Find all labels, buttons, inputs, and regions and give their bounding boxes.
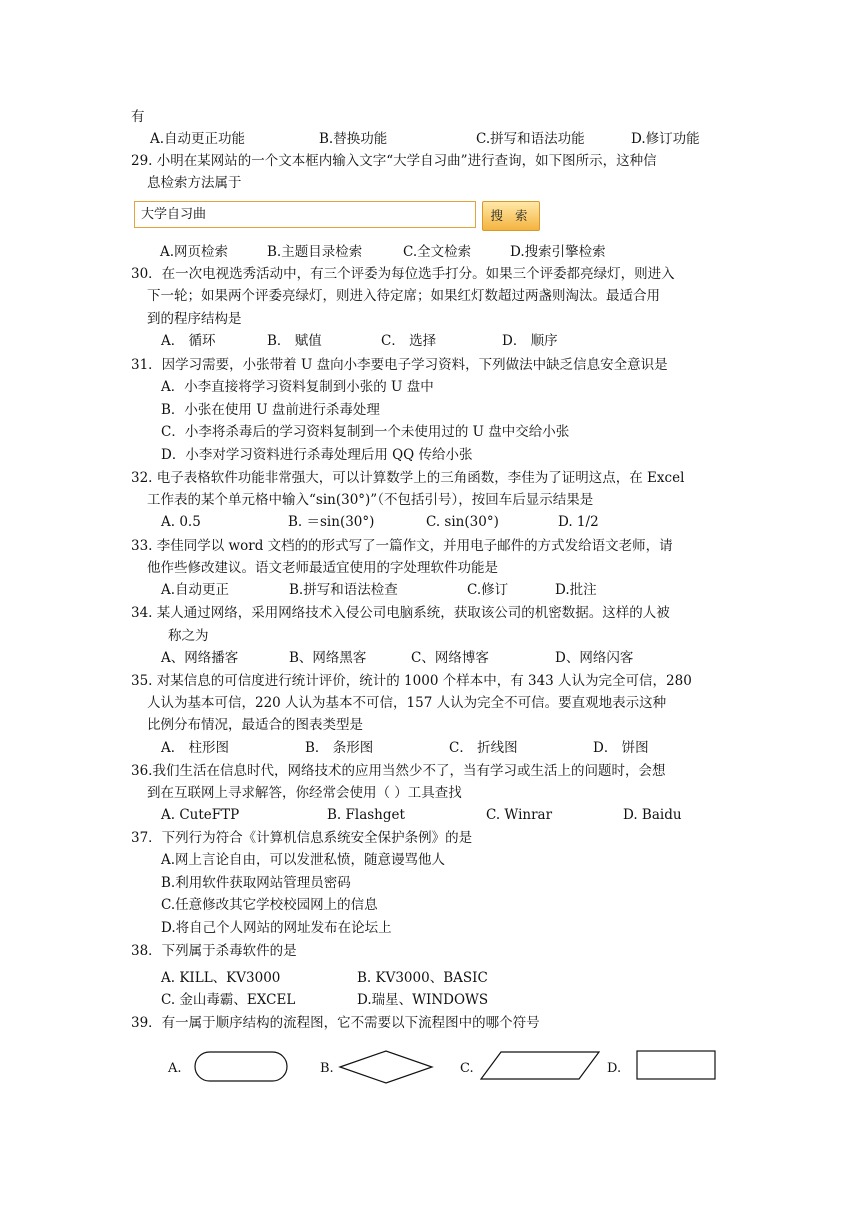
q37-stem-line1: 37．下列行为符合《计算机信息系统安全保护条例》的是 bbox=[131, 830, 473, 846]
q39-stem-line1: 39．有一属于顺序结构的流程图，它不需要以下流程图中的哪个符号 bbox=[131, 1015, 540, 1031]
q30-stem-line3: 到的程序结构是 bbox=[147, 311, 242, 327]
q30-option-c: C． 选择 bbox=[381, 333, 437, 349]
q37-option-a: A.网上言论自由，可以发泄私愤，随意谩骂他人 bbox=[161, 852, 446, 868]
q36-stem-line1: 36.我们生活在信息时代，网络技术的应用当然少不了，当有学习或生活上的问题时，会想 bbox=[131, 763, 666, 779]
data-io-symbol bbox=[481, 1052, 599, 1079]
q28-tail: 有 bbox=[131, 109, 145, 125]
q39-label-d: D. bbox=[607, 1061, 622, 1076]
q31-option-c: C．小李将杀毒后的学习资料复制到一个未使用过的 U 盘中交给小张 bbox=[161, 424, 570, 440]
q34-stem-line1: 34. 某人通过网络，采用网络技术入侵公司电脑系统，获取该公司的机密数据。这样的人被 bbox=[131, 605, 670, 621]
q36-option-d: D. Baidu bbox=[623, 807, 682, 823]
q36-option-b: B. Flashget bbox=[327, 807, 405, 823]
q32-stem-line2: 工作表的某个单元格中输入“sin(30°)”（不包括引号），按回车后显示结果是 bbox=[147, 492, 594, 508]
q36-option-c: C. Winrar bbox=[486, 807, 553, 823]
q37-option-d: D.将自己个人网站的网址发布在论坛上 bbox=[161, 920, 392, 936]
q30-option-a: A． 循环 bbox=[161, 333, 216, 349]
q29-stem-line2: 息检索方法属于 bbox=[147, 175, 242, 191]
q29-option-c: C.全文检索 bbox=[403, 244, 472, 260]
q39-label-c: C. bbox=[460, 1061, 474, 1076]
flowchart-symbols bbox=[0, 1040, 860, 1090]
q33-stem-line1: 33. 李佳同学以 word 文档的的形式写了一篇作文，并用电子邮件的方式发给语文老师，请 bbox=[131, 538, 673, 554]
q39-label-a: A. bbox=[168, 1061, 182, 1076]
q31-stem-line1: 31．因学习需要，小张带着 U 盘向小李要电子学习资料，下列做法中缺乏信息安全意识是 bbox=[131, 357, 668, 373]
q38-stem-line1: 38．下列属于杀毒软件的是 bbox=[131, 943, 297, 959]
search-button[interactable]: 搜 索 bbox=[482, 201, 540, 231]
q37-option-b: B.利用软件获取网站管理员密码 bbox=[161, 875, 351, 891]
q32-option-c: C. sin(30°) bbox=[426, 514, 499, 530]
q28-option-a: A.自动更正功能 bbox=[150, 131, 246, 147]
q31-option-a: A．小李直接将学习资料复制到小张的 U 盘中 bbox=[161, 379, 434, 395]
q37-option-c: C.任意修改其它学校校园网上的信息 bbox=[161, 897, 378, 913]
q30-option-b: B． 赋值 bbox=[267, 333, 322, 349]
q35-option-a: A． 柱形图 bbox=[161, 740, 230, 756]
q34-option-d: D、网络闪客 bbox=[555, 650, 634, 666]
q38-option-a: A. KILL、KV3000 bbox=[161, 970, 281, 986]
q36-option-a: A. CuteFTP bbox=[161, 807, 240, 823]
q36-stem-line2: 到在互联网上寻求解答，你经常会使用（ ）工具查找 bbox=[147, 785, 462, 801]
q34-option-b: B、网络黑客 bbox=[289, 650, 367, 666]
q35-stem-line1: 35. 对某信息的可信度进行统计评价，统计的 1000 个样本中，有 343 人认为完全可信，280 bbox=[131, 673, 692, 689]
q31-option-d: D．小李对学习资料进行杀毒处理后用 QQ 传给小张 bbox=[161, 447, 473, 463]
q35-option-d: D． 饼图 bbox=[593, 740, 649, 756]
q30-option-d: D． 顺序 bbox=[502, 333, 558, 349]
q32-stem-line1: 32. 电子表格软件功能非常强大，可以计算数学上的三角函数，李佳为了证明这点，在 Excel bbox=[131, 470, 685, 486]
q34-option-a: A、网络播客 bbox=[161, 650, 239, 666]
q34-option-c: C、网络博客 bbox=[411, 650, 489, 666]
process-symbol bbox=[637, 1051, 715, 1079]
q34-stem-line2: 称之为 bbox=[168, 628, 209, 644]
q29-stem-line1: 29. 小明在某网站的一个文本框内输入文字“大学自习曲”进行查询，如下图所示，这种信 bbox=[131, 153, 657, 169]
q33-option-c: C.修订 bbox=[467, 582, 509, 598]
q31-option-b: B．小张在使用 U 盘前进行杀毒处理 bbox=[161, 402, 380, 418]
q35-option-c: C． 折线图 bbox=[449, 740, 518, 756]
q35-option-b: B． 条形图 bbox=[305, 740, 374, 756]
q32-option-b: B. ＝sin(30°) bbox=[288, 514, 375, 530]
q32-option-a: A. 0.5 bbox=[161, 514, 201, 530]
q33-stem-line2: 他作些修改建议。语文老师最适宜使用的字处理软件功能是 bbox=[147, 560, 498, 576]
q28-option-b: B.替换功能 bbox=[319, 131, 388, 147]
decision-symbol bbox=[340, 1051, 432, 1083]
q38-option-c: C. 金山毒霸、EXCEL bbox=[161, 992, 296, 1008]
q33-option-a: A.自动更正 bbox=[161, 582, 230, 598]
q28-option-c: C.拼写和语法功能 bbox=[476, 131, 585, 147]
q28-option-d: D.修订功能 bbox=[631, 131, 700, 147]
q35-stem-line2: 人认为基本可信，220 人认为基本不可信，157 人认为完全不可信。要直观地表示这种 bbox=[147, 695, 667, 711]
q39-label-b: B. bbox=[320, 1061, 334, 1076]
q33-option-b: B.拼写和语法检查 bbox=[289, 582, 398, 598]
q32-option-d: D. 1/2 bbox=[558, 514, 599, 530]
terminator-symbol bbox=[195, 1052, 287, 1081]
q29-option-d: D.搜索引擎检索 bbox=[510, 244, 606, 260]
q29-option-b: B.主题目录检索 bbox=[267, 244, 363, 260]
q33-option-d: D.批注 bbox=[555, 582, 597, 598]
q30-stem-line2: 下一轮；如果两个评委亮绿灯，则进入待定席；如果红灯数超过两盏则淘汰。最适合用 bbox=[147, 288, 660, 304]
q35-stem-line3: 比例分布情况，最适合的图表类型是 bbox=[147, 717, 363, 733]
q29-option-a: A.网页检索 bbox=[160, 244, 229, 260]
q38-option-b: B. KV3000、BASIC bbox=[357, 970, 488, 986]
q30-stem-line1: 30．在一次电视选秀活动中，有三个评委为每位选手打分。如果三个评委都亮绿灯，则进入 bbox=[131, 266, 675, 282]
search-input[interactable]: 大学自习曲 bbox=[134, 201, 476, 228]
q38-option-d: D.瑞星、WINDOWS bbox=[357, 992, 489, 1008]
